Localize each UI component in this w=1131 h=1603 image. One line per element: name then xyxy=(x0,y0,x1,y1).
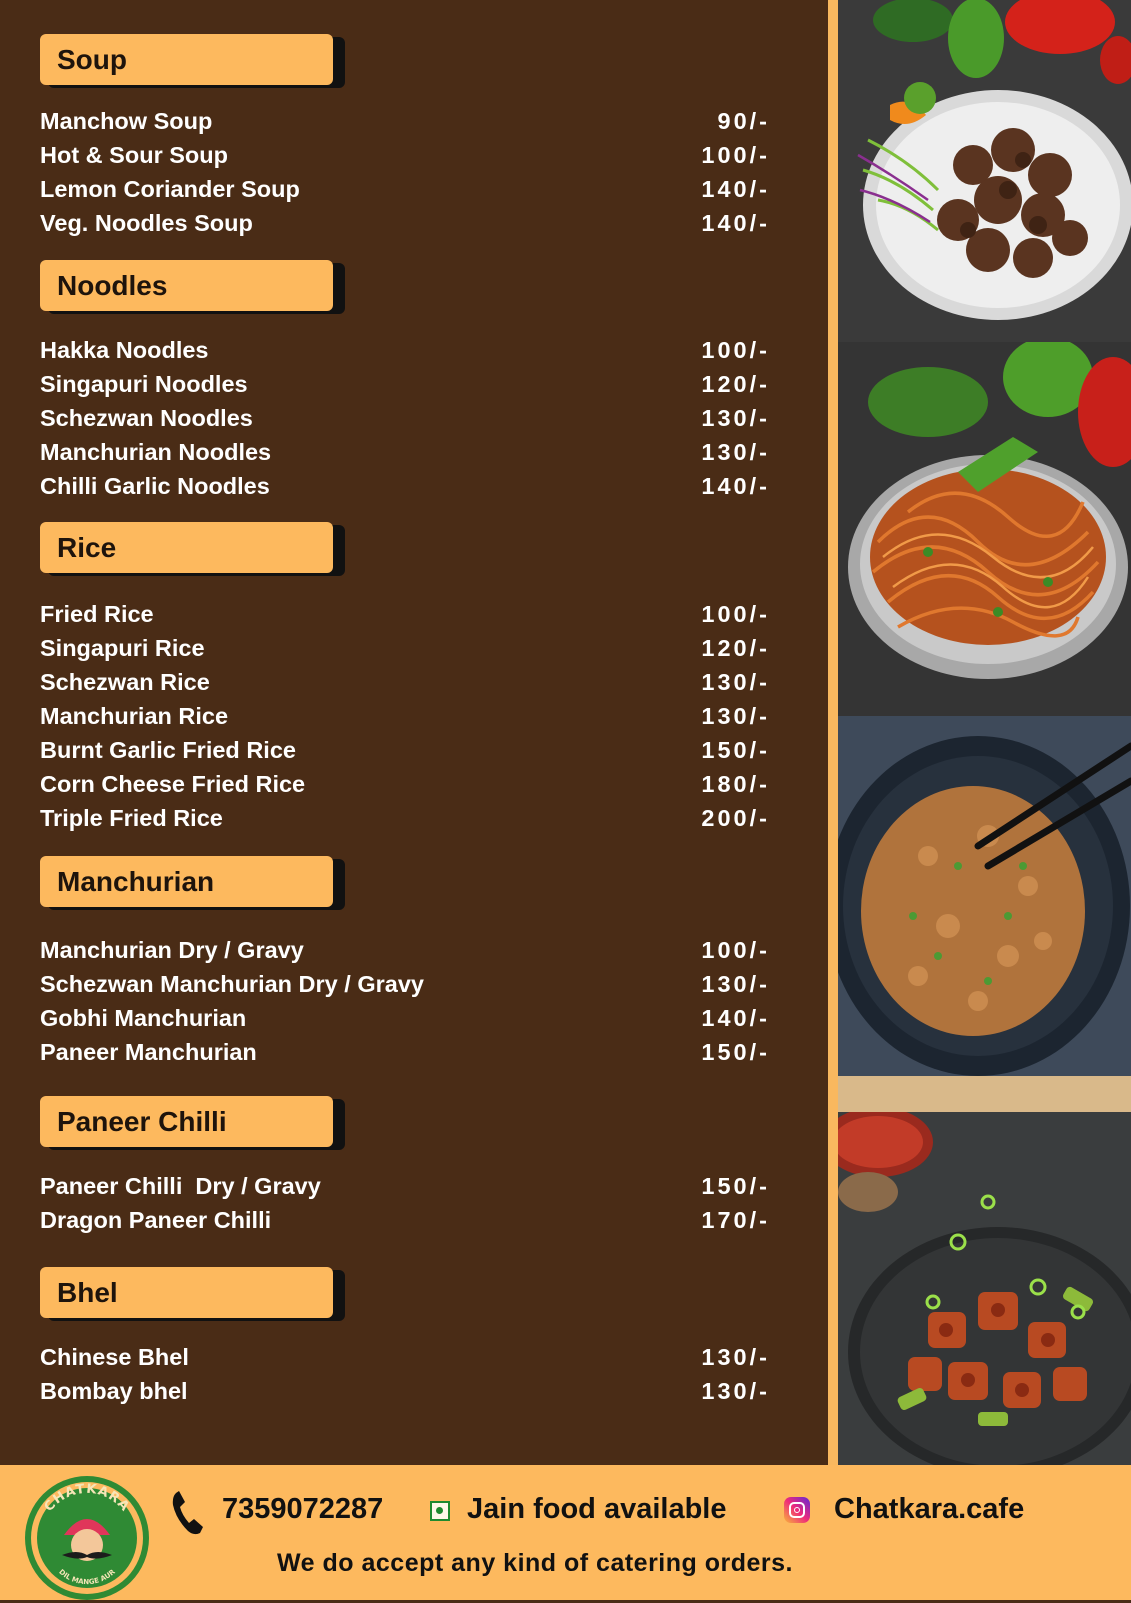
catering-note: We do accept any kind of catering orders. xyxy=(277,1549,793,1577)
menu-item xyxy=(40,469,770,503)
menu-item xyxy=(40,967,770,1001)
menu-item xyxy=(40,801,770,835)
item-name: Manchurian Dry / Gravy xyxy=(40,937,304,963)
item-name: Fried Rice xyxy=(40,601,154,627)
item-price: 90/- xyxy=(717,108,770,134)
section-header-noodles xyxy=(40,260,345,314)
phone-icon xyxy=(170,1487,206,1537)
item-price: 100/- xyxy=(701,142,770,168)
item-name: Burnt Garlic Fried Rice xyxy=(40,737,296,763)
jain-food-note: Jain food available xyxy=(467,1493,727,1525)
item-price: 130/- xyxy=(701,669,770,695)
logo-tagline: DIL MANGE AUR xyxy=(57,1567,117,1587)
item-name: Schezwan Rice xyxy=(40,669,210,695)
item-price: 100/- xyxy=(701,601,770,627)
item-name: Chinese Bhel xyxy=(40,1344,189,1370)
item-name: Chilli Garlic Noodles xyxy=(40,473,270,499)
instagram-icon xyxy=(784,1497,810,1523)
item-name: Manchurian Rice xyxy=(40,703,229,729)
photo-column xyxy=(838,0,1131,1465)
menu-item xyxy=(40,172,770,206)
section-title: Paneer Chilli xyxy=(57,1106,227,1137)
item-name: Veg. Noodles Soup xyxy=(40,210,253,236)
section-title: Rice xyxy=(57,532,117,563)
chatkara-logo xyxy=(22,1473,152,1603)
menu-item xyxy=(40,1203,770,1237)
section-header-rice xyxy=(40,522,345,576)
item-name: Triple Fried Rice xyxy=(40,805,223,831)
footer-bar xyxy=(0,1465,1131,1600)
section-title: Soup xyxy=(57,44,127,75)
logo-text: CHATKARA xyxy=(41,1481,133,1515)
item-price: 130/- xyxy=(701,439,770,465)
veg-dot xyxy=(436,1507,443,1514)
menu-item xyxy=(40,1340,770,1374)
item-name: Singapuri Rice xyxy=(40,635,205,661)
item-name: Corn Cheese Fried Rice xyxy=(40,771,306,797)
section-title: Noodles xyxy=(57,270,168,301)
menu-item xyxy=(40,1169,770,1203)
section-header-paneer-chilli xyxy=(40,1096,345,1150)
item-name: Lemon Coriander Soup xyxy=(40,176,300,202)
photo-manchurian-dish xyxy=(838,0,1131,342)
menu-item xyxy=(40,631,770,665)
item-price: 200/- xyxy=(701,805,770,831)
item-name: Paneer Chilli Dry / Gravy xyxy=(40,1173,321,1199)
accent-divider xyxy=(828,0,838,1465)
menu-item xyxy=(40,206,770,240)
photo-fried-rice xyxy=(838,716,1131,1112)
menu-item xyxy=(40,1001,770,1035)
item-price: 180/- xyxy=(701,771,770,797)
menu-item xyxy=(40,104,770,138)
item-name: Manchurian Noodles xyxy=(40,439,272,465)
veg-symbol-icon xyxy=(430,1501,450,1521)
menu-item xyxy=(40,597,770,631)
item-price: 120/- xyxy=(701,371,770,397)
item-price: 140/- xyxy=(701,473,770,499)
item-name: Hot & Sour Soup xyxy=(40,142,228,168)
item-name: Schezwan Manchurian Dry / Gravy xyxy=(40,971,424,997)
section-header-bhel xyxy=(40,1267,345,1321)
section-header-soup xyxy=(40,34,345,88)
item-name: Dragon Paneer Chilli xyxy=(40,1207,272,1233)
menu-item xyxy=(40,138,770,172)
menu-item xyxy=(40,699,770,733)
item-name: Gobhi Manchurian xyxy=(40,1005,247,1031)
menu-item xyxy=(40,933,770,967)
item-price: 140/- xyxy=(701,176,770,202)
item-price: 100/- xyxy=(701,337,770,363)
menu-item xyxy=(40,733,770,767)
section-title: Bhel xyxy=(57,1277,118,1308)
menu-item xyxy=(40,1374,770,1408)
item-name: Singapuri Noodles xyxy=(40,371,248,397)
item-price: 130/- xyxy=(701,971,770,997)
photo-paneer-chilli xyxy=(838,1112,1131,1465)
item-price: 140/- xyxy=(701,210,770,236)
item-name: Schezwan Noodles xyxy=(40,405,253,431)
menu-item xyxy=(40,401,770,435)
item-price: 150/- xyxy=(701,1039,770,1065)
photo-chilli-garlic-noodles xyxy=(838,342,1131,716)
item-name: Bombay bhel xyxy=(40,1378,188,1404)
item-price: 150/- xyxy=(701,737,770,763)
menu-item xyxy=(40,367,770,401)
menu-item xyxy=(40,1035,770,1069)
item-price: 150/- xyxy=(701,1173,770,1199)
item-price: 120/- xyxy=(701,635,770,661)
item-name: Paneer Manchurian xyxy=(40,1039,257,1065)
item-price: 130/- xyxy=(701,1378,770,1404)
item-name: Hakka Noodles xyxy=(40,337,209,363)
menu-item xyxy=(40,767,770,801)
item-price: 130/- xyxy=(701,405,770,431)
section-title: Manchurian xyxy=(57,866,215,897)
item-price: 140/- xyxy=(701,1005,770,1031)
item-price: 130/- xyxy=(701,1344,770,1370)
menu-item xyxy=(40,435,770,469)
phone-number[interactable]: 7359072287 xyxy=(222,1493,384,1525)
item-price: 100/- xyxy=(701,937,770,963)
item-price: 170/- xyxy=(701,1207,770,1233)
section-header-manchurian xyxy=(40,856,345,910)
item-name: Manchow Soup xyxy=(40,108,213,134)
menu-item xyxy=(40,665,770,699)
menu-item xyxy=(40,333,770,367)
instagram-handle[interactable]: Chatkara.cafe xyxy=(834,1493,1025,1525)
item-price: 130/- xyxy=(701,703,770,729)
instagram-ring xyxy=(789,1502,805,1518)
